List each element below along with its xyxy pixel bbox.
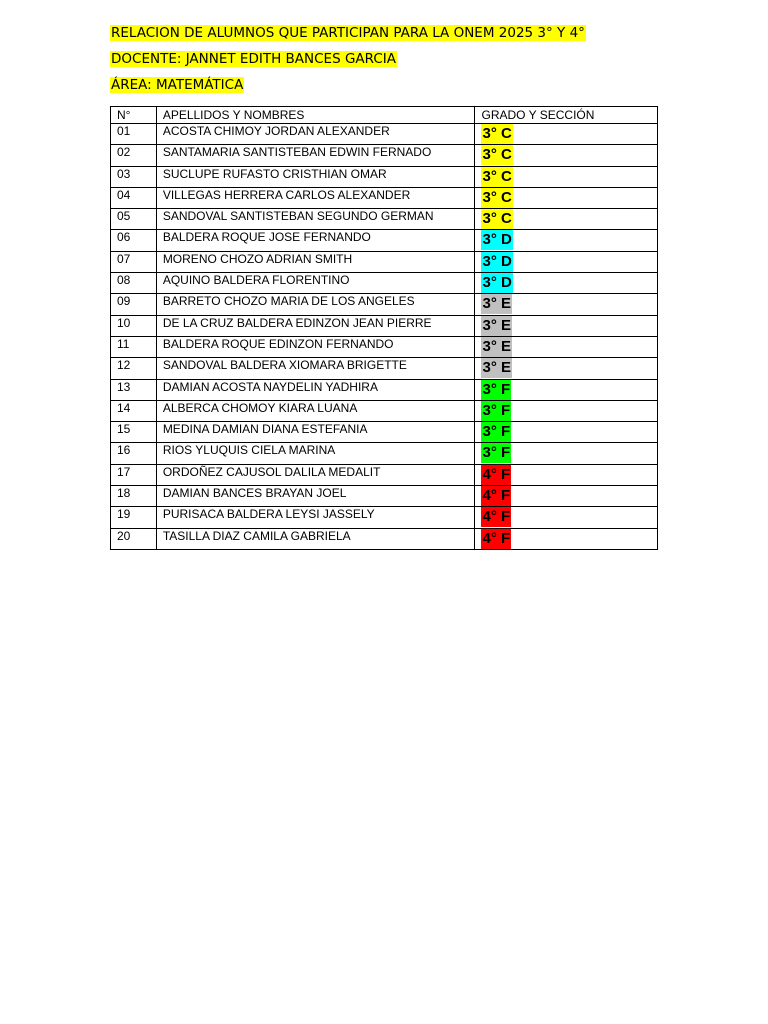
grade-section-badge: 3° C xyxy=(482,167,512,185)
student-number: 17 xyxy=(111,464,157,485)
student-name: MEDINA DAMIAN DIANA ESTEFANIA xyxy=(156,422,475,443)
table-row xyxy=(111,422,658,443)
table-row xyxy=(111,145,658,166)
table-row xyxy=(111,230,658,251)
student-grade-cell xyxy=(475,443,658,464)
table-header xyxy=(111,107,658,124)
student-number: 19 xyxy=(111,507,157,528)
student-grade-cell xyxy=(475,528,658,549)
document-title-text: RELACION DE ALUMNOS QUE PARTICIPAN PARA LA ONEM 2025 3° Y 4° xyxy=(111,25,585,41)
student-grade-cell xyxy=(475,486,658,507)
student-number: 11 xyxy=(111,336,157,357)
table-row xyxy=(111,166,658,187)
grade-section-badge: 3° C xyxy=(482,146,512,164)
student-grade-cell xyxy=(475,358,658,379)
student-grade-cell xyxy=(475,315,658,336)
student-name: BALDERA ROQUE EDINZON FERNANDO xyxy=(156,336,475,357)
table-row xyxy=(111,251,658,272)
table-row xyxy=(111,379,658,400)
student-number: 14 xyxy=(111,400,157,421)
document-title xyxy=(110,25,586,42)
table-row xyxy=(111,507,658,528)
table-row xyxy=(111,400,658,421)
student-grade-cell xyxy=(475,251,658,272)
student-number: 15 xyxy=(111,422,157,443)
student-grade-cell xyxy=(475,507,658,528)
grade-section-badge: 4° F xyxy=(482,487,511,505)
table-row xyxy=(111,358,658,379)
grade-section-badge: 3° F xyxy=(482,444,511,462)
table-row xyxy=(111,294,658,315)
student-number: 02 xyxy=(111,145,157,166)
student-grade-cell xyxy=(475,209,658,230)
table-row xyxy=(111,315,658,336)
grade-section-badge: 3° E xyxy=(482,337,511,355)
column-header-grade: GRADO Y SECCIÓN xyxy=(475,107,658,124)
student-number: 20 xyxy=(111,528,157,549)
student-grade-cell xyxy=(475,187,658,208)
grade-section-badge: 3° D xyxy=(482,252,512,270)
student-number: 06 xyxy=(111,230,157,251)
student-number: 05 xyxy=(111,209,157,230)
student-name: SANDOVAL SANTISTEBAN SEGUNDO GERMAN xyxy=(156,209,475,230)
student-grade-cell xyxy=(475,124,658,145)
student-grade-cell xyxy=(475,422,658,443)
student-number: 18 xyxy=(111,486,157,507)
grade-section-badge: 3° C xyxy=(482,125,512,142)
student-name: PURISACA BALDERA LEYSI JASSELY xyxy=(156,507,475,528)
table-body xyxy=(111,124,658,550)
student-name: BALDERA ROQUE JOSE FERNANDO xyxy=(156,230,475,251)
student-name: ACOSTA CHIMOY JORDAN ALEXANDER xyxy=(156,124,475,145)
student-number: 01 xyxy=(111,124,157,145)
table-row xyxy=(111,273,658,294)
grade-section-badge: 3° D xyxy=(482,231,512,249)
table-header-row xyxy=(111,107,658,124)
grade-section-badge: 3° D xyxy=(482,274,512,292)
column-header-number: N° xyxy=(111,107,157,124)
student-number: 16 xyxy=(111,443,157,464)
student-number: 08 xyxy=(111,273,157,294)
grade-section-badge: 4° F xyxy=(482,465,511,483)
student-name: RIOS YLUQUIS CIELA MARINA xyxy=(156,443,475,464)
student-number: 12 xyxy=(111,358,157,379)
column-header-name: APELLIDOS Y NOMBRES xyxy=(156,107,475,124)
table-row xyxy=(111,336,658,357)
grade-section-badge: 3° E xyxy=(482,295,511,313)
student-name: ALBERCA CHOMOY KIARA LUANA xyxy=(156,400,475,421)
grade-section-badge: 3° C xyxy=(482,210,512,228)
grade-section-badge: 3° E xyxy=(482,359,511,377)
table-row xyxy=(111,443,658,464)
student-table xyxy=(110,106,658,550)
student-name: ORDOÑEZ CAJUSOL DALILA MEDALIT xyxy=(156,464,475,485)
area-line xyxy=(110,77,244,94)
student-name: TASILLA DIAZ CAMILA GABRIELA xyxy=(156,528,475,549)
student-grade-cell xyxy=(475,400,658,421)
table-row xyxy=(111,124,658,145)
table-row xyxy=(111,187,658,208)
student-grade-cell xyxy=(475,273,658,294)
grade-section-badge: 4° F xyxy=(482,529,511,547)
student-grade-cell xyxy=(475,336,658,357)
grade-section-badge: 3° F xyxy=(482,380,511,398)
grade-section-badge: 3° F xyxy=(482,401,511,419)
student-name: MORENO CHOZO ADRIAN SMITH xyxy=(156,251,475,272)
table-row xyxy=(111,209,658,230)
student-name: DAMIAN ACOSTA NAYDELIN YADHIRA xyxy=(156,379,475,400)
student-name: SUCLUPE RUFASTO CRISTHIAN OMAR xyxy=(156,166,475,187)
table-row xyxy=(111,528,658,549)
student-name: AQUINO BALDERA FLORENTINO xyxy=(156,273,475,294)
student-grade-cell xyxy=(475,166,658,187)
grade-section-badge: 3° E xyxy=(482,316,511,334)
student-number: 09 xyxy=(111,294,157,315)
student-grade-cell xyxy=(475,145,658,166)
teacher-line-text: DOCENTE: JANNET EDITH BANCES GARCIA xyxy=(111,51,396,67)
grade-section-badge: 4° F xyxy=(482,508,511,526)
table-row xyxy=(111,464,658,485)
table-row xyxy=(111,486,658,507)
student-name: SANDOVAL BALDERA XIOMARA BRIGETTE xyxy=(156,358,475,379)
student-grade-cell xyxy=(475,294,658,315)
student-number: 10 xyxy=(111,315,157,336)
student-name: SANTAMARIA SANTISTEBAN EDWIN FERNADO xyxy=(156,145,475,166)
student-number: 07 xyxy=(111,251,157,272)
student-grade-cell xyxy=(475,464,658,485)
student-name: VILLEGAS HERRERA CARLOS ALEXANDER xyxy=(156,187,475,208)
student-number: 03 xyxy=(111,166,157,187)
student-number: 13 xyxy=(111,379,157,400)
student-name: DE LA CRUZ BALDERA EDINZON JEAN PIERRE xyxy=(156,315,475,336)
teacher-line xyxy=(110,51,397,68)
student-name: BARRETO CHOZO MARIA DE LOS ANGELES xyxy=(156,294,475,315)
area-line-text: ÁREA: MATEMÁTICA xyxy=(111,77,244,93)
student-number: 04 xyxy=(111,187,157,208)
grade-section-badge: 3° C xyxy=(482,188,512,206)
student-name: DAMIAN BANCES BRAYAN JOEL xyxy=(156,486,475,507)
student-grade-cell xyxy=(475,230,658,251)
grade-section-badge: 3° F xyxy=(482,423,511,441)
student-grade-cell xyxy=(475,379,658,400)
